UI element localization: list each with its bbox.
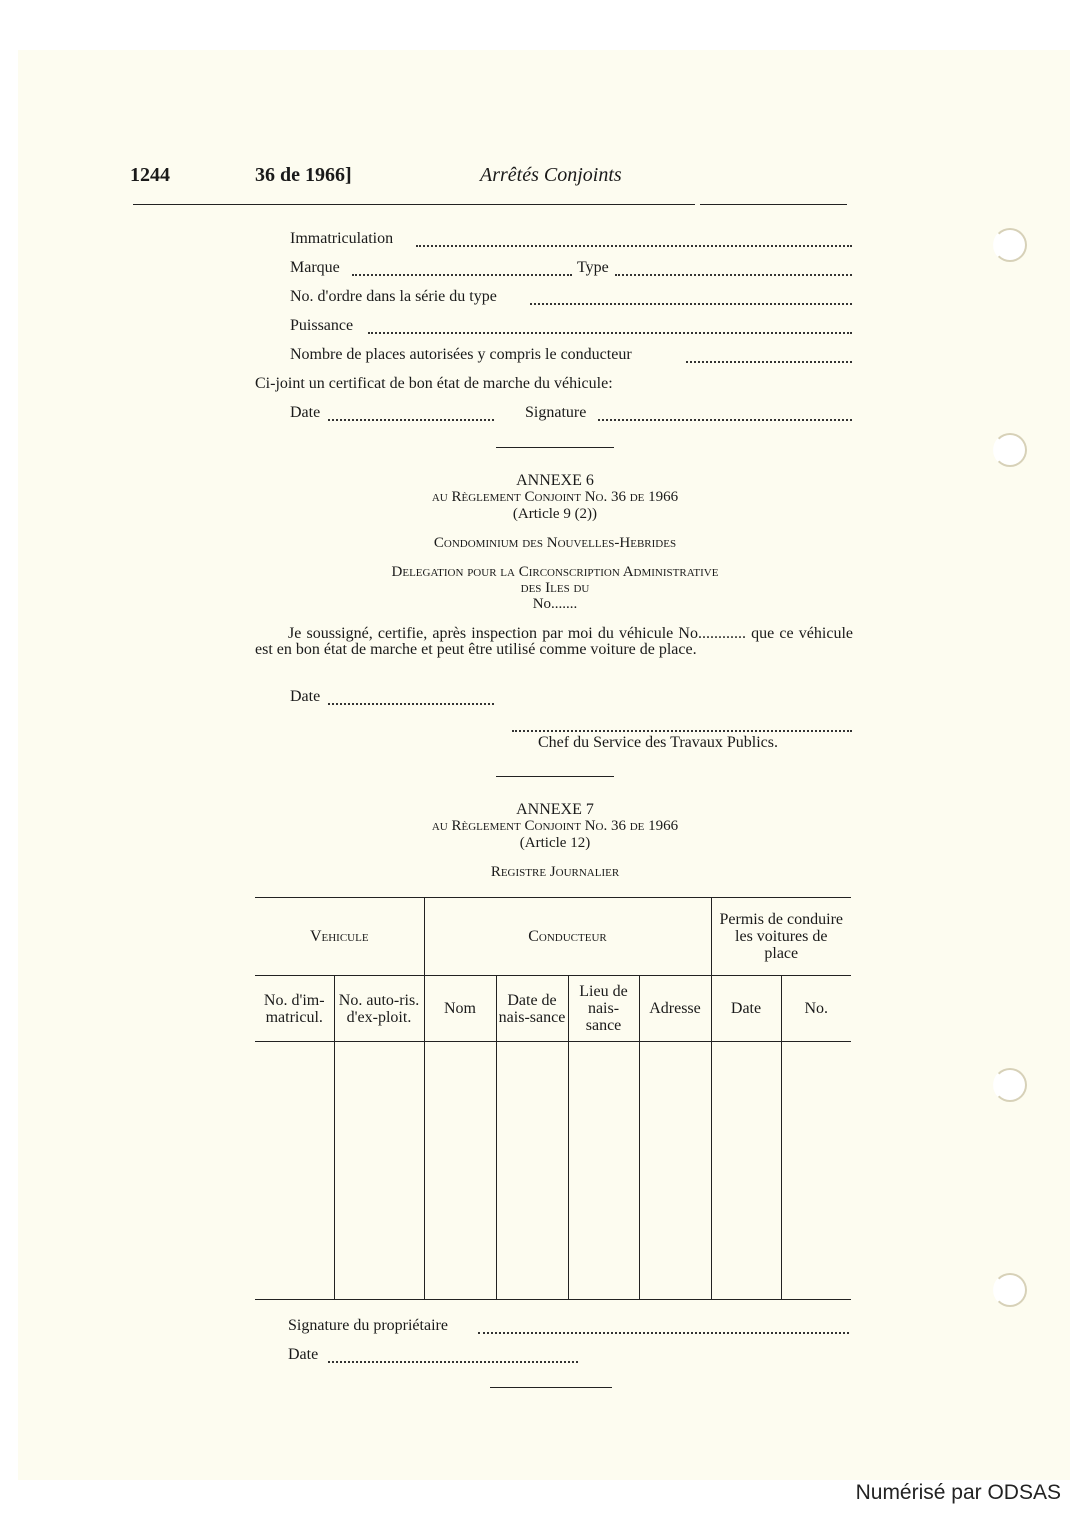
annexe6-numero: No....... (532, 596, 578, 612)
column-header: Lieu de nais-sance (568, 976, 639, 1042)
column-header: No. (781, 976, 851, 1042)
annexe6-article: (Article 9 (2)) (512, 506, 598, 522)
binder-hole-icon (993, 433, 1027, 467)
annexe6-date-label: Date (290, 688, 321, 705)
numero-ordre-label: No. d'ordre dans la série du type (290, 288, 497, 305)
header-rule (133, 204, 695, 205)
column-header: Adresse (639, 976, 711, 1042)
annexe7-date-label: Date (288, 1346, 319, 1363)
numero-ordre-field (530, 303, 852, 305)
annexe6-date-field (328, 703, 494, 705)
section-divider (490, 1387, 612, 1388)
signature-label: Signature (525, 404, 587, 421)
column-header: No. auto-ris. d'ex-ploit. (334, 976, 424, 1042)
delegation-heading: Delegation pour la Circonscription Administrative (391, 564, 719, 580)
immatriculation-label: Immatriculation (290, 230, 394, 247)
iles-heading: des Iles du (520, 580, 590, 596)
table-header-conducteur: Conducteur (424, 898, 711, 976)
puissance-label: Puissance (290, 317, 354, 334)
marque-label: Marque (290, 259, 340, 276)
annexe7-reglement: au Règlement Conjoint No. 36 de 1966 (431, 818, 679, 834)
page-title: Arrêtés Conjoints (480, 164, 622, 186)
annexe6-reglement: au Règlement Conjoint No. 36 de 1966 (431, 489, 679, 505)
annexe7-article: (Article 12) (519, 835, 591, 851)
type-field (615, 274, 852, 276)
marque-field (352, 274, 572, 276)
condominium-heading: Condominium des Nouvelles-Hebrides (433, 535, 677, 551)
annexe6-title: ANNEXE 6 (516, 472, 594, 489)
column-header: Nom (424, 976, 496, 1042)
registre-table (255, 897, 851, 1302)
chef-signature-field (512, 730, 852, 732)
ordinance-number: 36 de 1966] (255, 164, 352, 186)
watermark: Numérisé par ODSAS (855, 1481, 1061, 1504)
type-label: Type (577, 259, 609, 276)
header-rule (700, 204, 847, 205)
nombre-places-field (686, 361, 852, 363)
table-row (255, 1042, 851, 1300)
binder-hole-icon (993, 1273, 1027, 1307)
date-label: Date (290, 404, 321, 421)
binder-hole-icon (993, 228, 1027, 262)
binder-hole-icon (993, 1068, 1027, 1102)
certificat-text: Ci-joint un certificat de bon état de marche du véhicule: (255, 375, 613, 392)
annexe7-title: ANNEXE 7 (516, 801, 594, 818)
chef-service-label: Chef du Service des Travaux Publics. (538, 734, 778, 751)
table-header-vehicule: Vehicule (255, 898, 424, 976)
puissance-field (368, 332, 852, 334)
registre-heading: Registre Journalier (490, 864, 620, 880)
immatriculation-field (416, 245, 852, 247)
page-number: 1244 (130, 164, 170, 186)
nombre-places-label: Nombre de places autorisées y compris le conducteur (290, 346, 632, 363)
date-field (328, 419, 494, 421)
signature-proprietaire-field (478, 1332, 849, 1334)
section-divider (496, 447, 614, 448)
annexe6-paragraph: Je soussigné, certifie, après inspection par moi du véhicule No............ que ce véhicule est en bon état de marche et peut être utilisé comme voiture de place. (255, 625, 853, 658)
annexe7-date-field (328, 1361, 578, 1363)
column-header: No. d'im-matricul. (255, 976, 334, 1042)
column-header: Date de nais-sance (496, 976, 568, 1042)
signature-field (598, 419, 852, 421)
signature-proprietaire-label: Signature du propriétaire (288, 1317, 448, 1334)
column-header: Date (711, 976, 781, 1042)
table-header-permis: Permis de conduire les voitures de place (711, 898, 851, 976)
section-divider (496, 776, 614, 777)
